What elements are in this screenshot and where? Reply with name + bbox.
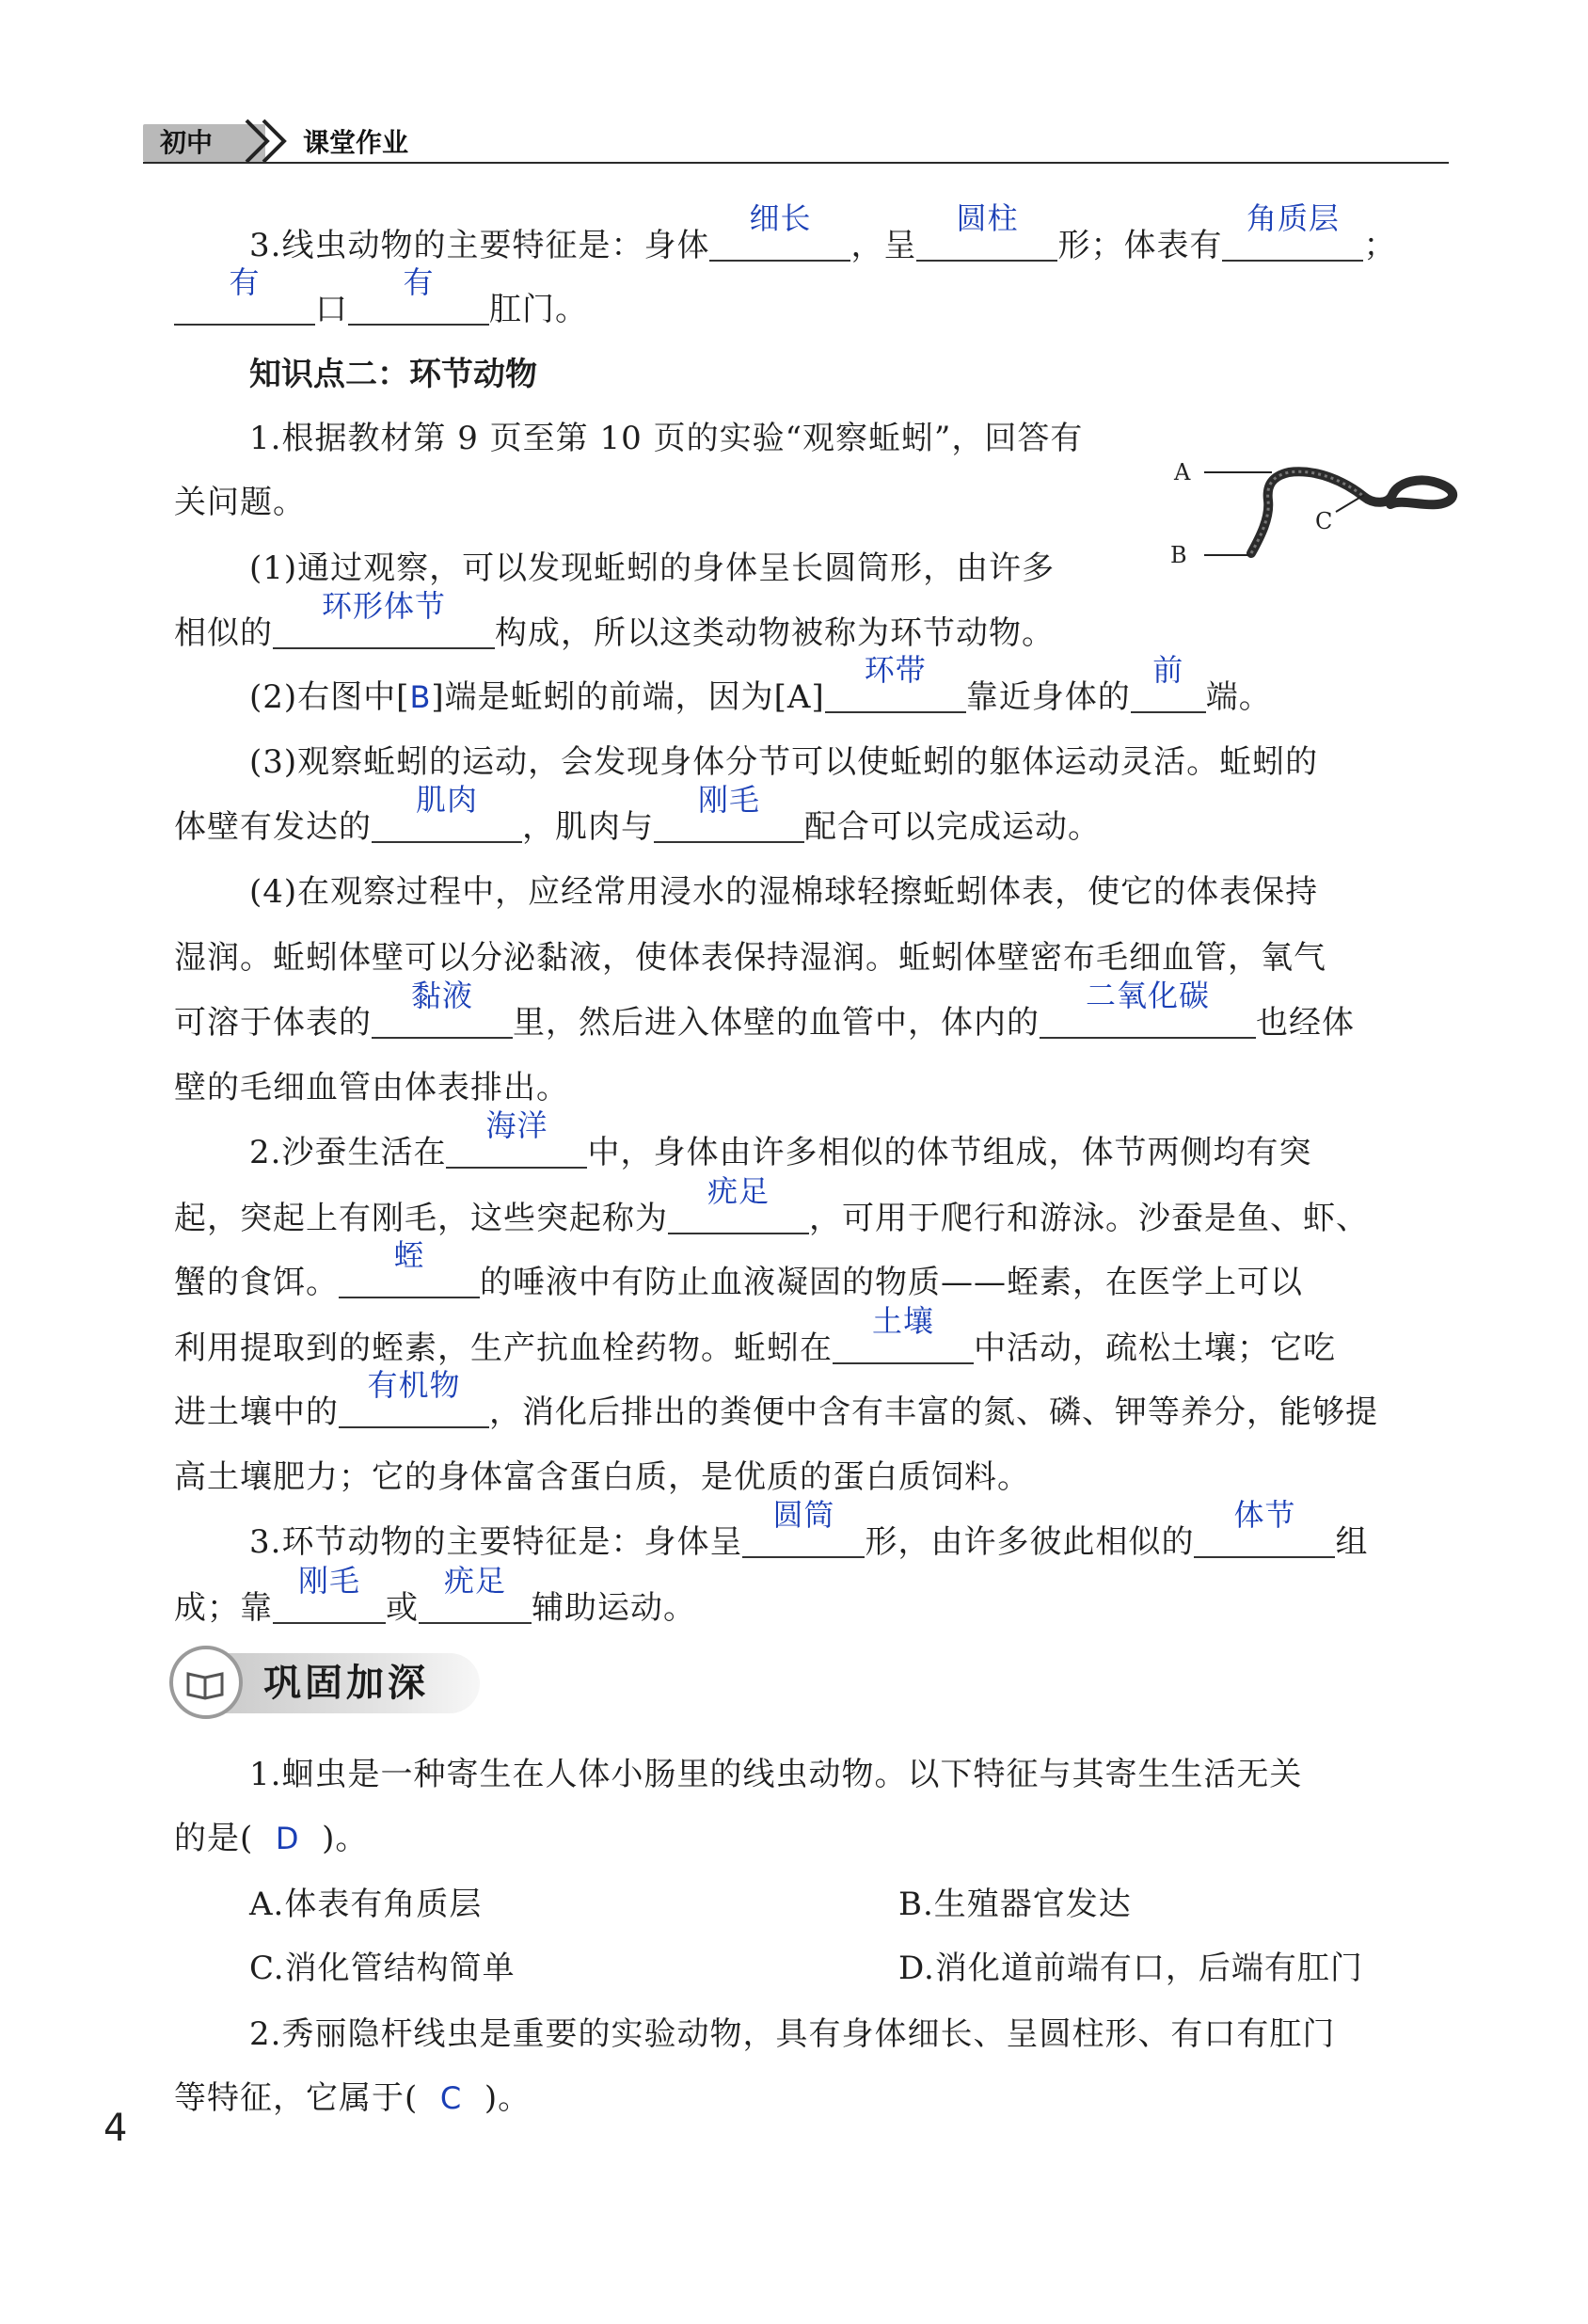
option-a: A.体表有角质层 [249,1886,483,1923]
question-line: 起，突起上有刚毛，这些突起称为 疣足 ，可用于爬行和游泳。沙蚕是鱼、虾、 [174,1173,1369,1237]
page-number: 4 [103,2107,128,2150]
section-title: 知识点二：环节动物 [249,356,537,393]
question-line: 2.秀丽隐杆线虫是重要的实验动物，具有身体细长、呈圆柱形、有口有肛门 [249,2015,1336,2053]
label-b: B [1170,542,1187,568]
grade-tab: 初中 [143,124,265,162]
question-line: 可溶于体表的 黏液 里，然后进入体壁的血管中，体内的 二氧化碳 也经体 [174,978,1355,1042]
question-line: 体壁有发达的 肌肉 ，肌肉与 刚毛 配合可以完成运动。 [174,782,1101,846]
answer-blank: 细长 [709,222,850,262]
option-d: D.消化道前端有口，后端有肛门 [898,1950,1363,1987]
answer-blank: 有 [174,286,315,326]
label-c: C [1315,508,1333,534]
question-line: (4)在观察过程中，应经常用浸水的湿棉球轻擦蚯蚓体表，使它的体表保持 [249,873,1319,911]
question-line: (2)右图中[B]端是蚯蚓的前端，因为[A] 环带 靠近身体的 前 端。 [249,652,1272,716]
question-line: 高土壤肥力；它的身体富含蛋白质，是优质的蛋白质饲料。 [174,1458,1030,1496]
question-line: (1)通过观察，可以发现蚯蚓的身体呈长圆筒形，由许多 [249,549,1056,587]
option-c: C.消化管结构简单 [249,1950,516,1987]
answer-blank: 二氧化碳 [1040,999,1256,1039]
header-rule [143,162,1449,164]
answer-blank: 肌肉 [372,804,522,843]
book-icon [173,1649,239,1715]
answer-blank: 圆柱 [916,222,1057,262]
answer-blank: 疣足 [419,1584,532,1624]
answer-blank: 环带 [825,674,966,713]
choice-answer: C [439,2080,463,2116]
double-chevron-icon [241,117,297,166]
book-title: 课堂作业 [303,127,409,158]
question-line: 的是( D )。 [174,1820,369,1857]
question-line: 1.蛔虫是一种寄生在人体小肠里的线虫动物。以下特征与其寄生生活无关 [249,1756,1303,1793]
question-line: 湿润。蚯蚓体壁可以分泌黏液，使体表保持湿润。蚯蚓体壁密布毛细血管，氧气 [174,939,1326,977]
answer-blank: 蛭 [339,1259,480,1298]
section-title: 巩固加深 [263,1662,429,1705]
question-line: 利用提取到的蛭素，生产抗血栓药物。蚯蚓在 土壤 中活动，疏松土壤；它吃 [174,1303,1336,1367]
question-line: 有 口 有 肛门。 [174,286,1453,332]
question-line: 进土壤中的 有机物 ，消化后排出的粪便中含有丰富的氮、磷、钾等养分，能够提 [174,1367,1378,1431]
question-line: 3.线虫动物的主要特征是：身体 细长 ，呈 圆柱 形；体表有 角质层 ； [249,200,1397,264]
question-line: 1.根据教材第 9 页至第 10 页的实验“观察蚯蚓”，回答有 [249,420,1084,457]
answer-blank: 土壤 [833,1325,974,1364]
answer-blank: 刚毛 [654,804,804,843]
answer-blank: 黏液 [372,999,513,1039]
section-banner [169,1642,480,1723]
question-line: 等特征，它属于( C )。 [174,2079,532,2117]
answer-blank: 体节 [1194,1519,1335,1558]
answer-blank: 有机物 [339,1389,489,1428]
answer-blank: 有 [348,286,489,326]
question-line: 壁的毛细血管由体表排出。 [174,1069,569,1106]
answer-blank: 刚毛 [273,1584,386,1624]
question-line: 2.沙蚕生活在 海洋 中，身体由许多相似的体节组成，体节两侧均有突 [249,1107,1312,1171]
question-line: (3)观察蚯蚓的运动，会发现身体分节可以使蚯蚓的躯体运动灵活。蚯蚓的 [249,743,1319,781]
question-line: 蟹的食饵。 蛭 的唾液中有防止血液凝固的物质——蛭素，在医学上可以 [174,1237,1303,1301]
answer-blank: 疣足 [668,1195,809,1234]
question-line: 3.环节动物的主要特征是：身体呈 圆筒 形，由许多彼此相似的 体节 组 [249,1497,1369,1561]
question-line: 关问题。 [174,484,306,521]
answer-blank: 角质层 [1222,222,1363,262]
answer-blank: 前 [1131,674,1206,713]
answer-blank: 环形体节 [273,610,495,649]
choice-answer: D [275,1821,300,1856]
question-line: 相似的 环形体节 构成，所以这类动物被称为环节动物。 [174,588,1055,652]
page-header [143,111,1449,167]
question-line: 成；靠 刚毛 或 疣足 辅助运动。 [174,1563,696,1627]
answer-blank: 海洋 [446,1129,587,1169]
answer-blank: 圆筒 [742,1519,865,1558]
option-b: B.生殖器官发达 [898,1886,1132,1923]
label-a: A [1174,459,1191,485]
